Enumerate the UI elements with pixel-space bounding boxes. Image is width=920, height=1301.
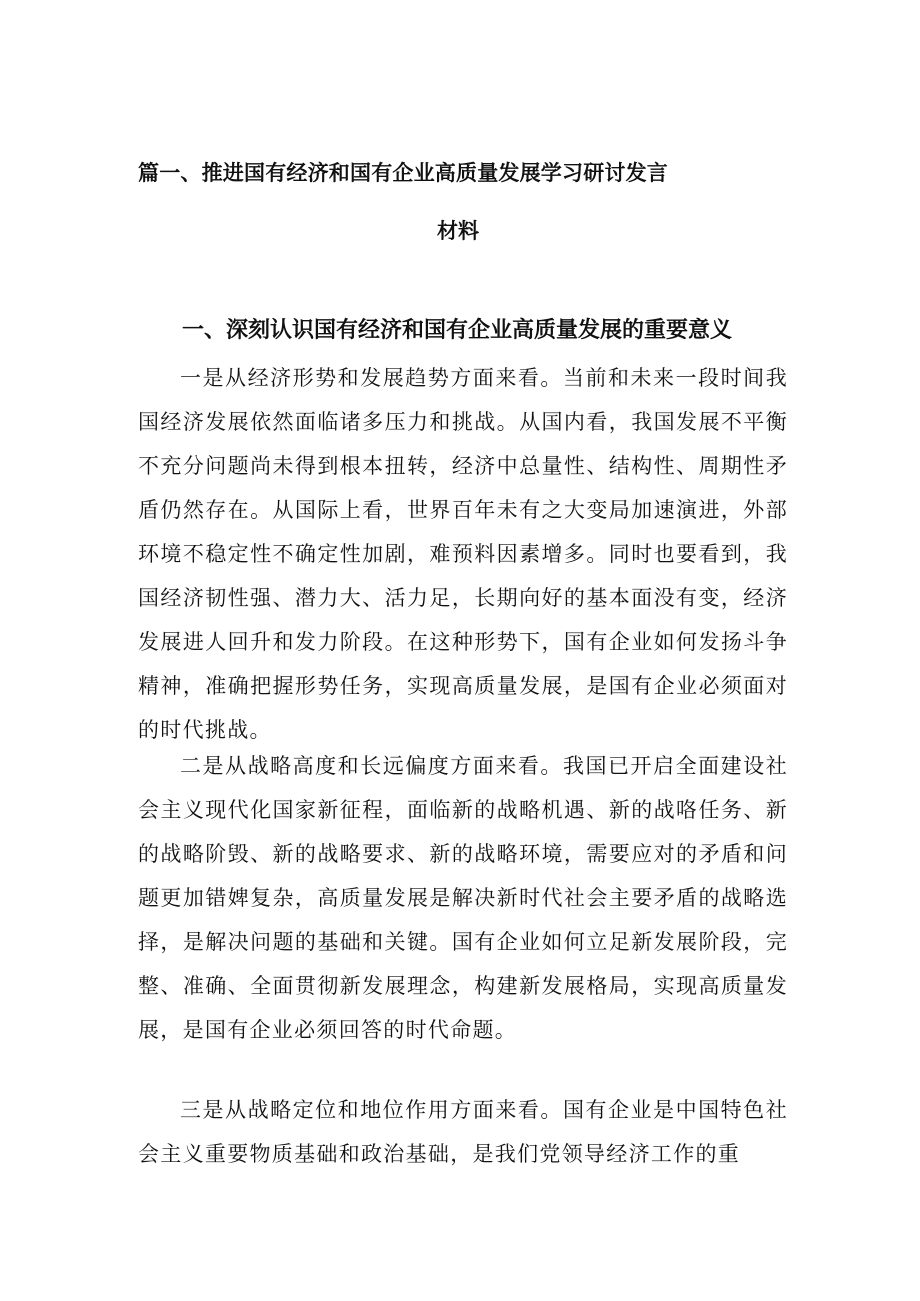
paragraph-1: 一是从经济形势和发展趋势方面来看。当前和未来一段时间我国经济发展依然面临诸多压力和挑战。从国内看，我国发展不平衡不充分问题尚未得到根本扭转，经济中总量性、结构性、周期性矛盾仍然存在。从国际上看，世界百年未有之大变局加速演进，外部环境不稳定性不确定性加剧，难预料因素增多。同时也要看到，我国经济韧性强、潜力大、活力足，长期向好的基本面没有变，经济发展进人回升和发力阶段。在这种形势下，国有企业如何发扬斗争精神，准确把握形势任务，实现高质量发展，是国有企业必须面对的时代挑战。 — [138, 366, 788, 742]
document-title-line-2: 材料 — [437, 219, 479, 243]
section-heading: 一、深刻认识国有经济和国有企业高质量发展的重要意义 — [182, 318, 733, 343]
paragraph-3: 三是从战略定位和地位作用方面来看。国有企业是中国特色社会主义重要物质基础和政治基础，是我们党领导经济工作的重 — [138, 1098, 788, 1166]
document-title-line-1: 篇一、推进国有经济和国有企业高质量发展学习研讨发言 — [138, 161, 668, 185]
paragraph-2: 二是从战略高度和长远偏度方面来看。我国已开启全面建设社会主义现代化国家新征程，面临新的战略机遇、新的战咯任务、新的战略阶毁、新的战略要求、新的战略环境，需要应对的矛盾和问题更加错婢复杂，高质量发展是解决新时代社会主要矛盾的战略选择，是解决问题的基础和关键。国有企业如何立足新发展阶段，完整、准确、全面贯彻新发展理念，构建新发展格局，实现高质量发展，是国有企业必须回答的时代命题。 — [138, 754, 788, 1042]
